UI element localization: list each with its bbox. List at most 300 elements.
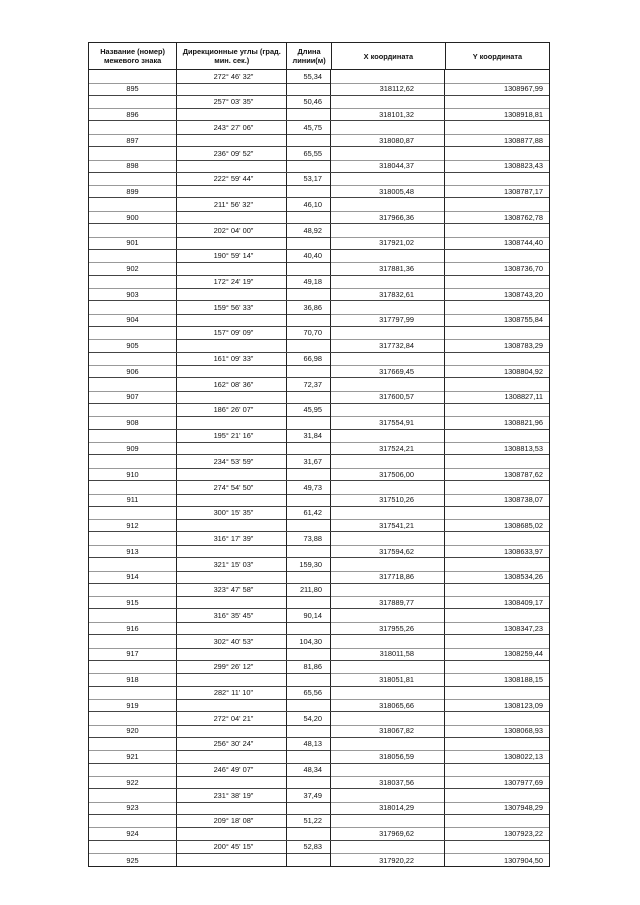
x-coordinate: 317506,00 <box>379 469 414 479</box>
y-coordinate-cell <box>445 841 549 867</box>
direction-angle-cell <box>177 147 287 172</box>
line-length: 37,49 <box>303 790 322 800</box>
table-row <box>89 147 549 173</box>
x-coordinate: 317718,86 <box>379 572 414 582</box>
cell-divider <box>287 185 330 186</box>
cell-divider <box>287 725 330 726</box>
cell-divider <box>177 545 286 546</box>
cell-divider <box>287 853 330 854</box>
x-coordinate: 317889,77 <box>379 597 414 607</box>
direction-angle-cell <box>177 841 287 867</box>
point-name-cell <box>89 404 177 429</box>
point-name-cell <box>89 198 177 223</box>
cell-divider <box>287 827 330 828</box>
direction-angle: 186° 26' 07" <box>213 405 254 415</box>
direction-angle: 211° 56' 32" <box>213 199 254 209</box>
direction-angle: 172° 24' 19" <box>213 277 254 286</box>
cell-divider <box>287 571 330 572</box>
point-name-cell <box>89 250 177 275</box>
y-coordinate: 1307904,50 <box>503 855 543 865</box>
point-name: 899 <box>126 186 139 196</box>
line-length: 51,22 <box>303 816 322 826</box>
header-direction-angle: Дирекционные углы (град. мин. сек.) <box>177 43 287 69</box>
direction-angle-cell <box>177 764 287 789</box>
table-row <box>89 198 549 224</box>
line-length-cell <box>287 841 331 867</box>
direction-angle: 316° 17' 39" <box>213 533 254 543</box>
direction-angle-cell <box>177 455 287 480</box>
y-coordinate: 1308123,09 <box>503 700 543 710</box>
y-coordinate-cell <box>445 70 549 95</box>
cell-divider <box>177 83 286 84</box>
line-length: 61,42 <box>303 508 322 518</box>
cell-divider <box>177 571 286 572</box>
cell-divider <box>287 211 330 212</box>
x-coordinate: 317969,62 <box>379 829 414 839</box>
line-length: 53,17 <box>303 174 322 184</box>
point-name: 923 <box>126 803 139 813</box>
line-length: 45,95 <box>303 405 322 415</box>
x-coordinate-cell <box>331 455 445 480</box>
x-coordinate-cell <box>331 430 445 455</box>
point-name: 906 <box>126 366 139 376</box>
y-coordinate: 1308755,84 <box>503 315 543 325</box>
point-name: 916 <box>126 623 139 633</box>
line-length-cell <box>287 430 331 455</box>
x-coordinate-cell <box>331 173 445 198</box>
point-name: 905 <box>126 341 139 351</box>
cell-divider <box>287 545 330 546</box>
line-length: 81,86 <box>303 662 322 672</box>
cell-divider <box>177 802 286 803</box>
x-coordinate: 317669,45 <box>379 366 414 376</box>
y-coordinate: 1308762,78 <box>503 212 543 222</box>
table-row <box>89 507 549 533</box>
direction-angle: 157° 09' 09" <box>213 328 254 338</box>
cell-divider <box>177 237 286 238</box>
y-coordinate-cell <box>445 147 549 172</box>
x-coordinate-cell <box>331 738 445 763</box>
direction-angle: 246° 49' 07" <box>213 765 254 775</box>
x-coordinate-cell <box>331 96 445 121</box>
cell-divider <box>177 827 286 828</box>
direction-angle-cell <box>177 173 287 198</box>
table-row <box>89 841 549 867</box>
point-name: 896 <box>126 109 139 119</box>
point-name-cell <box>89 764 177 789</box>
direction-angle: 190° 59' 14" <box>213 251 254 261</box>
cell-divider <box>287 262 330 263</box>
x-coordinate: 318080,87 <box>379 135 414 145</box>
y-coordinate-cell <box>445 687 549 712</box>
x-coordinate: 317797,99 <box>379 315 414 325</box>
point-name: 917 <box>126 649 139 659</box>
cell-divider <box>287 519 330 520</box>
cell-divider <box>287 365 330 366</box>
x-coordinate-cell <box>331 147 445 172</box>
line-length: 65,55 <box>303 148 322 158</box>
point-name-cell <box>89 455 177 480</box>
y-coordinate: 1308813,53 <box>503 443 543 453</box>
table-row <box>89 96 549 122</box>
point-name: 900 <box>126 212 139 222</box>
line-length: 48,34 <box>303 765 322 775</box>
line-length-cell <box>287 558 331 583</box>
coordinates-table <box>88 42 550 867</box>
cell-divider <box>177 365 286 366</box>
direction-angle-cell <box>177 481 287 506</box>
point-name-cell <box>89 532 177 557</box>
header-point-name: Название (номер) межевого знака <box>89 43 177 69</box>
point-name: 898 <box>126 161 139 171</box>
cell-divider <box>177 288 286 289</box>
y-coordinate-cell <box>445 121 549 146</box>
line-length: 40,40 <box>303 251 322 261</box>
point-name-cell <box>89 173 177 198</box>
cell-divider <box>177 160 286 161</box>
cell-divider <box>177 211 286 212</box>
x-coordinate-cell <box>331 584 445 609</box>
y-coordinate-cell <box>445 584 549 609</box>
point-name: 895 <box>126 84 139 94</box>
cell-divider <box>287 416 330 417</box>
table-row <box>89 764 549 790</box>
point-name: 922 <box>126 777 139 787</box>
cell-divider <box>177 853 286 854</box>
line-length-cell <box>287 147 331 172</box>
cell-divider <box>287 673 330 674</box>
cell-divider <box>177 185 286 186</box>
x-coordinate: 318005,48 <box>379 186 414 196</box>
x-coordinate-cell <box>331 841 445 867</box>
direction-angle: 321° 15' 03" <box>213 559 254 569</box>
direction-angle-cell <box>177 507 287 532</box>
direction-angle-cell <box>177 198 287 223</box>
direction-angle-cell <box>177 378 287 403</box>
y-coordinate: 1308738,07 <box>503 495 543 505</box>
cell-divider <box>287 699 330 700</box>
x-coordinate-cell <box>331 301 445 326</box>
y-coordinate-cell <box>445 327 549 352</box>
y-coordinate: 1307923,22 <box>503 829 543 839</box>
line-length-cell <box>287 70 331 95</box>
point-name-cell <box>89 558 177 583</box>
y-coordinate-cell <box>445 712 549 737</box>
cell-divider <box>177 673 286 674</box>
header-x-coordinate: X координата <box>332 43 446 69</box>
x-coordinate-cell <box>331 661 445 686</box>
direction-angle: 222° 59' 44" <box>213 174 254 184</box>
y-coordinate-cell <box>445 481 549 506</box>
point-name: 902 <box>126 264 139 273</box>
y-coordinate-cell <box>445 224 549 249</box>
x-coordinate-cell <box>331 532 445 557</box>
x-coordinate-cell <box>331 327 445 352</box>
table-row <box>89 815 549 841</box>
x-coordinate: 317966,36 <box>379 212 414 222</box>
cell-divider <box>287 442 330 443</box>
y-coordinate: 1308022,13 <box>503 752 543 762</box>
y-coordinate-cell <box>445 507 549 532</box>
y-coordinate: 1308783,29 <box>503 341 543 351</box>
x-coordinate: 318014,29 <box>379 803 414 813</box>
x-coordinate-cell <box>331 507 445 532</box>
table-row <box>89 712 549 738</box>
line-length-cell <box>287 173 331 198</box>
direction-angle-cell <box>177 532 287 557</box>
point-name-cell <box>89 430 177 455</box>
cell-divider <box>287 750 330 751</box>
cell-divider <box>287 339 330 340</box>
point-name: 897 <box>126 135 139 145</box>
y-coordinate: 1308918,81 <box>503 109 543 119</box>
point-name-cell <box>89 121 177 146</box>
header-y-coordinate: Y координата <box>472 51 523 61</box>
x-coordinate-cell <box>331 558 445 583</box>
cell-divider <box>287 468 330 469</box>
y-coordinate: 1307948,29 <box>503 803 543 813</box>
x-coordinate-cell <box>331 789 445 814</box>
table-row <box>89 558 549 584</box>
direction-angle: 243° 27' 06" <box>213 122 254 132</box>
y-coordinate-cell <box>445 301 549 326</box>
cell-divider <box>287 802 330 803</box>
x-coordinate-cell <box>331 353 445 378</box>
line-length: 70,70 <box>303 328 322 338</box>
line-length: 90,14 <box>303 610 322 620</box>
header-line-length: Длина линии(м) <box>287 43 332 69</box>
direction-angle-cell <box>177 404 287 429</box>
line-length: 31,67 <box>303 456 322 466</box>
y-coordinate-cell <box>445 738 549 763</box>
point-name: 912 <box>126 520 139 530</box>
direction-angle: 257° 03' 35" <box>213 97 254 107</box>
line-length-cell <box>287 224 331 249</box>
line-length-cell <box>287 661 331 686</box>
y-coordinate-cell <box>445 789 549 814</box>
line-length: 46,10 <box>303 199 322 209</box>
direction-angle: 195° 21' 16" <box>213 431 254 441</box>
cell-divider <box>287 108 330 109</box>
table-row <box>89 455 549 481</box>
point-name-cell <box>89 70 177 95</box>
table-row <box>89 584 549 610</box>
x-coordinate: 318056,59 <box>379 752 414 762</box>
cell-divider <box>177 442 286 443</box>
y-coordinate: 1308534,26 <box>503 572 543 582</box>
x-coordinate: 317510,26 <box>379 495 414 505</box>
cell-divider <box>287 314 330 315</box>
x-coordinate: 317600,57 <box>379 392 414 402</box>
cell-divider <box>177 494 286 495</box>
point-name-cell <box>89 378 177 403</box>
cell-divider <box>177 648 286 649</box>
point-name-cell <box>89 609 177 634</box>
y-coordinate: 1307977,69 <box>503 777 543 787</box>
y-coordinate: 1308787,62 <box>503 469 543 479</box>
point-name-cell <box>89 481 177 506</box>
y-coordinate-cell <box>445 353 549 378</box>
line-length-cell <box>287 301 331 326</box>
line-length: 45,75 <box>303 122 322 132</box>
table-row <box>89 532 549 558</box>
direction-angle: 231° 38' 19" <box>213 790 254 800</box>
x-coordinate-cell <box>331 70 445 95</box>
y-coordinate-cell <box>445 173 549 198</box>
point-name: 919 <box>126 700 139 710</box>
y-coordinate-cell <box>445 378 549 403</box>
y-coordinate: 1308347,23 <box>503 623 543 633</box>
table-row <box>89 224 549 250</box>
direction-angle-cell <box>177 661 287 686</box>
direction-angle-cell <box>177 224 287 249</box>
line-length: 50,46 <box>303 97 322 107</box>
line-length: 211,80 <box>299 585 322 595</box>
y-coordinate: 1308821,96 <box>503 418 543 428</box>
table-row <box>89 70 549 96</box>
table-header <box>88 42 550 70</box>
line-length: 54,20 <box>303 713 322 723</box>
line-length-cell <box>287 507 331 532</box>
y-coordinate: 1308188,15 <box>503 675 543 684</box>
point-name: 904 <box>126 315 139 325</box>
line-length-cell <box>287 250 331 275</box>
direction-angle: 302° 40' 53" <box>213 636 254 646</box>
x-coordinate: 318101,32 <box>379 109 414 119</box>
x-coordinate-cell <box>331 712 445 737</box>
point-name: 910 <box>126 469 139 479</box>
x-coordinate: 317732,84 <box>379 341 414 351</box>
line-length-cell <box>287 353 331 378</box>
point-name: 909 <box>126 443 139 453</box>
direction-angle-cell <box>177 430 287 455</box>
table-row <box>89 378 549 404</box>
x-coordinate-cell <box>331 609 445 634</box>
direction-angle: 234° 53' 59" <box>213 456 254 466</box>
table-row <box>89 789 549 815</box>
cell-divider <box>177 314 286 315</box>
x-coordinate: 318011,58 <box>379 649 414 659</box>
line-length: 36,86 <box>303 302 322 312</box>
point-name-cell <box>89 224 177 249</box>
direction-angle-cell <box>177 327 287 352</box>
direction-angle: 299° 26' 12" <box>213 662 254 672</box>
point-name: 903 <box>126 289 139 299</box>
y-coordinate: 1308967,99 <box>503 84 543 94</box>
cell-divider <box>287 391 330 392</box>
y-coordinate: 1308743,20 <box>503 289 543 299</box>
direction-angle: 200° 45' 15" <box>213 842 254 852</box>
direction-angle-cell <box>177 687 287 712</box>
y-coordinate: 1308409,17 <box>503 597 543 607</box>
line-length-cell <box>287 404 331 429</box>
table-row <box>89 404 549 430</box>
table-row <box>89 121 549 147</box>
x-coordinate-cell <box>331 276 445 301</box>
cell-divider <box>287 494 330 495</box>
point-name: 907 <box>126 392 139 402</box>
y-coordinate-cell <box>445 404 549 429</box>
line-length: 104,30 <box>299 636 322 646</box>
y-coordinate-cell <box>445 635 549 660</box>
table-row <box>89 301 549 327</box>
line-length-cell <box>287 378 331 403</box>
x-coordinate: 318051,81 <box>379 675 414 684</box>
x-coordinate: 317594,62 <box>379 546 414 556</box>
table-row <box>89 173 549 199</box>
direction-angle-cell <box>177 96 287 121</box>
x-coordinate: 317541,21 <box>379 520 414 530</box>
direction-angle-cell <box>177 584 287 609</box>
x-coordinate: 317524,21 <box>379 443 414 453</box>
y-coordinate: 1308823,43 <box>503 161 543 171</box>
cell-divider <box>177 699 286 700</box>
cell-divider <box>177 339 286 340</box>
line-length: 65,56 <box>303 688 322 697</box>
cell-divider <box>287 83 330 84</box>
cell-divider <box>177 776 286 777</box>
direction-angle: 272° 04' 21" <box>213 713 254 723</box>
x-coordinate-cell <box>331 198 445 223</box>
point-name-cell <box>89 687 177 712</box>
x-coordinate-cell <box>331 764 445 789</box>
cell-divider <box>287 237 330 238</box>
cell-divider <box>177 596 286 597</box>
line-length-cell <box>287 121 331 146</box>
x-coordinate-cell <box>331 815 445 840</box>
line-length: 31,84 <box>303 431 322 441</box>
point-name: 913 <box>126 546 139 556</box>
point-name-cell <box>89 841 177 867</box>
table-row <box>89 609 549 635</box>
line-length: 73,88 <box>303 533 322 543</box>
x-coordinate: 318112,62 <box>379 84 414 94</box>
table-row <box>89 327 549 353</box>
x-coordinate-cell <box>331 378 445 403</box>
point-name: 911 <box>126 495 139 505</box>
y-coordinate: 1308827,11 <box>504 392 543 402</box>
y-coordinate-cell <box>445 250 549 275</box>
x-coordinate-cell <box>331 404 445 429</box>
table-row <box>89 481 549 507</box>
y-coordinate: 1308787,17 <box>503 186 543 196</box>
direction-angle: 323° 47' 58" <box>213 585 254 595</box>
direction-angle-cell <box>177 250 287 275</box>
cell-divider <box>177 134 286 135</box>
cell-divider <box>287 776 330 777</box>
direction-angle: 282° 11' 10" <box>213 688 254 697</box>
line-length: 48,13 <box>303 739 322 749</box>
cell-divider <box>177 468 286 469</box>
cell-divider <box>177 750 286 751</box>
table-row <box>89 661 549 687</box>
cell-divider <box>177 725 286 726</box>
y-coordinate-cell <box>445 455 549 480</box>
line-length-cell <box>287 738 331 763</box>
line-length: 55,34 <box>303 71 322 81</box>
line-length-cell <box>287 455 331 480</box>
point-name: 901 <box>126 238 139 248</box>
direction-angle-cell <box>177 121 287 146</box>
x-coordinate: 317921,02 <box>379 238 414 248</box>
direction-angle: 256° 30' 24" <box>213 739 254 749</box>
y-coordinate-cell <box>445 661 549 686</box>
x-coordinate: 318067,82 <box>379 726 414 736</box>
direction-angle: 202° 04' 00" <box>213 225 254 235</box>
y-coordinate-cell <box>445 276 549 301</box>
y-coordinate: 1308736,70 <box>503 264 543 273</box>
y-coordinate-cell <box>445 558 549 583</box>
